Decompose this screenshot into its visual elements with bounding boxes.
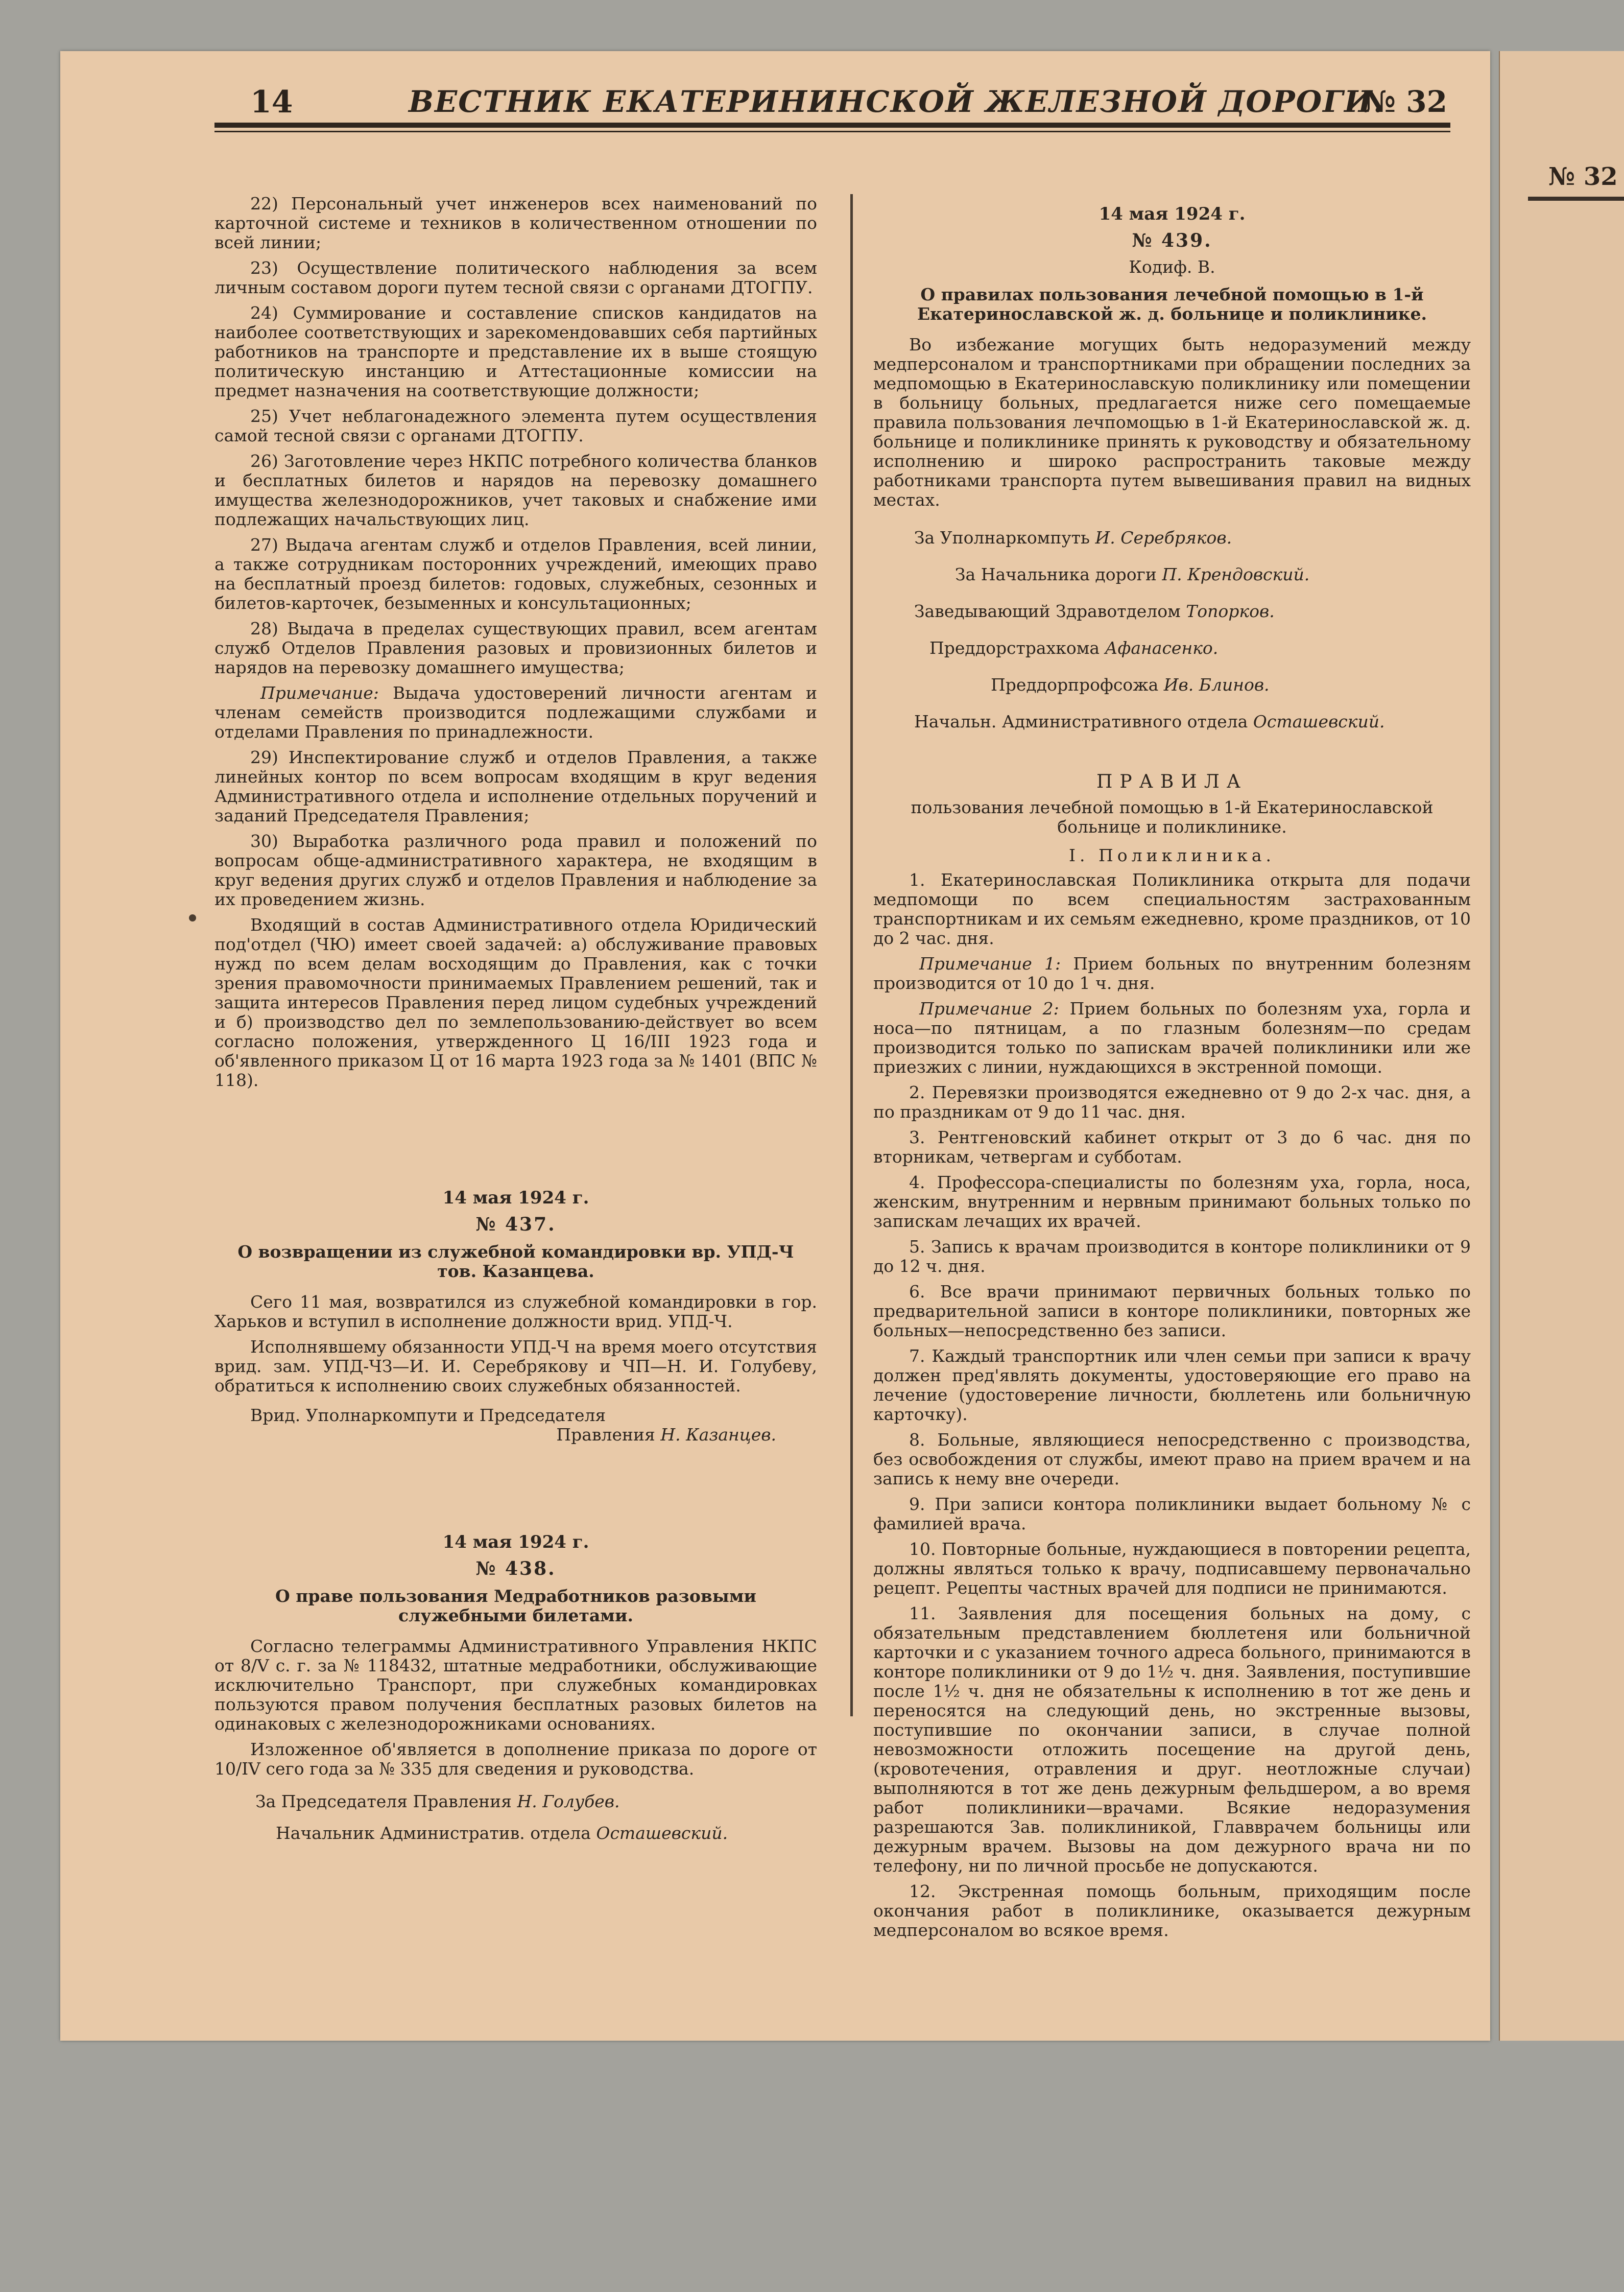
- order-439-paragraph: Во избежание могущих быть недоразумений между медперсоналом и транспортниками при обращении последних за медпомощью в Екатеринославскую поликлинику или помещении в больницу больных, предлагается ниже сего помещаемые правила пользования лечпомощью в 1-й Екатеринославской ж. д. больнице и поликлинике принять к руководству и обязательному исполнению и широко распространить таковые между работниками транспорта путем вывешивания правил на видных местах.: [873, 335, 1471, 510]
- header-rule: [214, 123, 1450, 128]
- signature-2: [873, 565, 1471, 584]
- paragraph-26: 26) Заготовление через НКПС потребного количества бланков и бесплатных билетов и нарядов на перевозку домашнего имущества железнодорожников, учет таковых и снабжение ими подлежащих начальствующих лиц.: [214, 451, 817, 529]
- page-header: [153, 84, 1450, 120]
- rules-subtitle: пользования лечебной помощью в 1-й Екатеринославской больнице и поликлинике.: [911, 797, 1434, 837]
- adjacent-page-edge: [1499, 51, 1624, 2041]
- ink-spot: [189, 914, 196, 921]
- order-437-signature-line2: [214, 1425, 817, 1445]
- note-paragraph: [214, 683, 817, 742]
- rule-item-2: 2. Перевязки производятся ежедневно от 9 до 2-х час. дня, а по праздникам от 9 до 11 час. дня.: [873, 1082, 1471, 1122]
- rule-note-2: [873, 999, 1471, 1077]
- rule-item-6: 6. Все врачи принимают первичных больных только по предварительной записи в конторе поликлиники, повторных же больных—непосредственно без записи.: [873, 1282, 1471, 1340]
- order-439-date: 14 мая 1924 г.: [1098, 204, 1246, 224]
- paragraph-27: 27) Выдача агентам служб и отделов Правления, всей линии, а также сотрудникам посторонних учреждений, имеющих право на бесплатный проезд билетов: годовых, служебных, сезонных и билетов-карточек, безыменных и консультационных;: [214, 535, 817, 613]
- rule-item-10: 10. Повторные больные, нуждающиеся в повторении рецепта, должны являться только к врачу, подписавшему первоначально рецепт. Рецепты частных врачей для подписи не принимаются.: [873, 1539, 1471, 1598]
- order-437-paragraph-2: Исполнявшему обязанности УПД-Ч на время моего отсутствия врид. зам. УПД-ЧЗ—И. И. Серебрякову и ЧП—Н. И. Голубеву, обратиться к исполнению своих служебных обязанностей.: [214, 1337, 817, 1396]
- signature-3: [873, 602, 1471, 621]
- signature-2-name: П. Крендовский.: [1162, 564, 1310, 584]
- signature-1-role: За Уполнаркомпуть: [914, 528, 1095, 548]
- rule-item-4: 4. Профессора-специалисты по болезням уха, горла, носа, женским, внутренним и нервным принимают больных только по запискам лечащих их врачей.: [873, 1172, 1471, 1231]
- order-438-signature-1: [214, 1792, 817, 1811]
- signature-3-name: Топорков.: [1186, 601, 1275, 621]
- paragraph-24: 24) Суммирование и составление списков кандидатов на наиболее соответствующих и зарекомендовавших себя партийных работников на транспорте и представление их в выше стоящую политическую инстанцию и Аттестационные комиссии на предмет назначения на соответствующие должности;: [214, 303, 817, 400]
- rule-item-7: 7. Каждый транспортник или член семьи при записи к врачу должен пред'являть документы, удостоверяющие его право на лечение (удостоверение личности, бюллетень или больничную карточку).: [873, 1346, 1471, 1424]
- signature-4: [873, 639, 1471, 658]
- rule-item-11: 11. Заявления для посещения больных на дому, с обязательным представлением бюллетеня или больничной карточки и с указанием точного адреса больного, принимаются в конторе поликлиники от 9 до 1½ ч. дня. Заявления, поступившие после 1½ ч. дня не обязательны к исполнению в тот же день и переносятся на следующий день, но экстренные вызовы, поступившие по окончании записи, в случае полной невозможности отложить посещение на другой день, (кровотечения, отравления и друг. неотложные случаи) выполняются в тот же день дежурным фельдшером, а во время работ поликлиники—врачами. Всякие недоразумения разрешаются Зав. поликлиникой, Главврачем больницы или дежурным врачем. Вызовы на дом дежурного врача ни по телефону, ни по личной просьбе не допускаются.: [873, 1603, 1471, 1876]
- order-438-signature-2-name: Осташевский.: [596, 1823, 728, 1843]
- order-439-codif: Кодиф. В.: [1129, 257, 1215, 277]
- left-column: [214, 194, 817, 1843]
- rule-note-1-label: Примечание 1:: [919, 954, 1061, 974]
- rule-item-9: 9. При записи контора поликлиники выдает больному № с фамилией врача.: [873, 1494, 1471, 1533]
- rule-item-5: 5. Запись к врачам производится в конторе поликлиники от 9 до 12 ч. дня.: [873, 1237, 1471, 1276]
- signature-4-name: Афанасенко.: [1105, 638, 1219, 658]
- rule-item-8: 8. Больные, являющиеся непосредственно с производства, без освобождения от службы, имеют право на прием врачем и на запись к нему вне очереди.: [873, 1430, 1471, 1488]
- signature-6-role: Начальн. Административного отдела: [914, 712, 1253, 731]
- signature-3-role: Заведывающий Здравотделом: [914, 601, 1186, 621]
- rule-note-1: [873, 954, 1471, 993]
- rule-note-2-text: Прием больных по болезням уха, горла и носа—по пятницам, а по глазным болезням—по средам производится только по запискам врачей поликлиники или же приезжих с линии, нуждающихся в экстренной помощи.: [873, 999, 1471, 1077]
- order-439-title: О правилах пользования лечебной помощью в 1-й Екатеринославской ж. д. больнице и поликлинике.: [917, 285, 1427, 324]
- note-text: Выдача удостоверений личности агентам и членам семейств производится подлежащими службами и отделами Правления по принадлежности.: [214, 683, 817, 742]
- order-438-number: № 438.: [475, 1558, 556, 1579]
- paragraph-29: 29) Инспектирование служб и отделов Правления, а также линейных контор по всем вопросам входящим в круг ведения Административного отдела и исполнение отдельных поручений и заданий Председателя Правления;: [214, 747, 817, 825]
- order-438-signature-2: [214, 1824, 817, 1843]
- paragraph-28: 28) Выдача в пределах существующих правил, всем агентам служб Отделов Правления разовых и провизионных билетов и нарядов на перевозку домашнего имущества;: [214, 619, 817, 677]
- issue-number: № 32: [1364, 84, 1447, 119]
- signature-2-role: За Начальника дороги: [955, 564, 1162, 584]
- note-label: Примечание:: [260, 683, 379, 703]
- order-438-paragraph-2: Изложенное об'является в дополнение приказа по дороге от 10/IV сего года за № 335 для сведения и руководства.: [214, 1739, 817, 1779]
- rules-section-heading: I. Поликлиника.: [1069, 845, 1275, 865]
- page-number: 14: [250, 84, 293, 120]
- spacer: [214, 1451, 817, 1527]
- rules-title: ПРАВИЛА: [1096, 771, 1248, 792]
- paragraph-25: 25) Учет неблагонадежного элемента путем осуществления самой тесной связи с органами ДТОГПУ.: [214, 406, 817, 445]
- order-438-signature-1-name: Н. Голубев.: [517, 1791, 620, 1811]
- order-438-signature-1-role: За Председателя Правления: [255, 1791, 517, 1811]
- signature-1: [873, 528, 1471, 548]
- signature-5: [873, 675, 1471, 695]
- order-437-number: № 437.: [475, 1214, 556, 1235]
- order-437-signature-line1: Врид. Уполнаркомпути и Председателя: [250, 1405, 606, 1425]
- order-438-title: О праве пользования Медработников разовыми служебными билетами.: [275, 1586, 756, 1625]
- signature-6: [873, 712, 1471, 731]
- order-437-paragraph-1: Сего 11 мая, возвратился из служебной командировки в гор. Харьков и вступил в исполнение должности врид. УПД-Ч.: [214, 1292, 817, 1331]
- column-divider: [850, 194, 853, 1716]
- rule-note-2-label: Примечание 2:: [919, 999, 1059, 1019]
- adjacent-page-issue: № 32: [1548, 162, 1618, 191]
- order-438-paragraph-1: Согласно телеграммы Административного Управления НКПС от 8/V с. г. за № 118432, штатные медработники, обслуживающие исключительно Транспорт, при служебных командировках пользуются правом получения бесплатных разовых билетов на одинаковых с железнодорожниками основаниях.: [214, 1636, 817, 1734]
- paragraph-30: 30) Выработка различного рода правил и положений по вопросам обще-административного характера, не входящим в круг ведения других служб и отделов Правления и наблюдение за их проведением жизнь.: [214, 831, 817, 909]
- signature-4-role: Преддорстрахкома: [929, 638, 1105, 658]
- paragraph-legal-subdept: Входящий в состав Административного отдела Юридический под'отдел (ЧЮ) имеет своей задачей: а) обслуживание правовых нужд по всем делам восходящим до Правления, как с точки зрения правомочности принимаемых Правлением решений, так и защита интересов Правления перед лицом судебных учреждений и б) производство дел по землепользованию-действует во всем согласно положения, утвержденного Ц 16/III 1923 года и об'явленного приказом Ц от 16 марта 1923 года за № 1401 (ВПС № 118).: [214, 915, 817, 1090]
- paragraph-22: 22) Персональный учет инженеров всех наименований по карточной системе и техников в количественном отношении по всей линии;: [214, 194, 817, 252]
- signature-5-name: Ив. Блинов.: [1163, 675, 1270, 695]
- signature-6-name: Осташевский.: [1253, 712, 1385, 731]
- order-439-number: № 439.: [1132, 230, 1212, 251]
- order-437-date: 14 мая 1924 г.: [442, 1188, 589, 1208]
- newspaper-title: ВЕСТНИК ЕКАТЕРИНИНСКОЙ ЖЕЛЕЗНОЙ ДОРОГИ.: [409, 84, 1385, 119]
- order-437-signature-name: Н. Казанцев.: [660, 1425, 776, 1445]
- order-437-title: О возвращении из служебной командировки вр. УПД-Ч тов. Казанцева.: [237, 1242, 794, 1281]
- spacer: [214, 1096, 817, 1183]
- right-column: [873, 204, 1471, 1946]
- order-437-signature-role: Правления: [556, 1425, 661, 1445]
- order-438-signature-2-role: Начальник Административ. отдела: [276, 1823, 596, 1843]
- header-rule-thin: [214, 131, 1450, 132]
- rule-item-3: 3. Рентгеновский кабинет открыт от 3 до 6 час. дня по вторникам, четвергам и субботам.: [873, 1127, 1471, 1167]
- rule-note-1-text: Прием больных по внутренним болезням производится от 10 до 1 ч. дня.: [873, 954, 1471, 993]
- signature-5-role: Преддорпрофсожа: [991, 675, 1164, 695]
- adjacent-page-rule: [1528, 197, 1624, 201]
- order-438-date: 14 мая 1924 г.: [442, 1532, 589, 1552]
- rule-item-12: 12. Экстренная помощь больным, приходящим после окончания работ в поликлинике, оказывается дежурным медперсоналом во всякое время.: [873, 1881, 1471, 1940]
- paragraph-23: 23) Осуществление политического наблюдения за всем личным составом дороги путем тесной связи с органами ДТОГПУ.: [214, 258, 817, 297]
- rule-item-1: 1. Екатеринославская Поликлиника открыта для подачи медпомощи по всем специальностям застрахованным транспортникам и их семьям ежедневно, кроме праздников, от 10 до 2 час. дня.: [873, 870, 1471, 948]
- signature-1-name: И. Серебряков.: [1095, 528, 1232, 548]
